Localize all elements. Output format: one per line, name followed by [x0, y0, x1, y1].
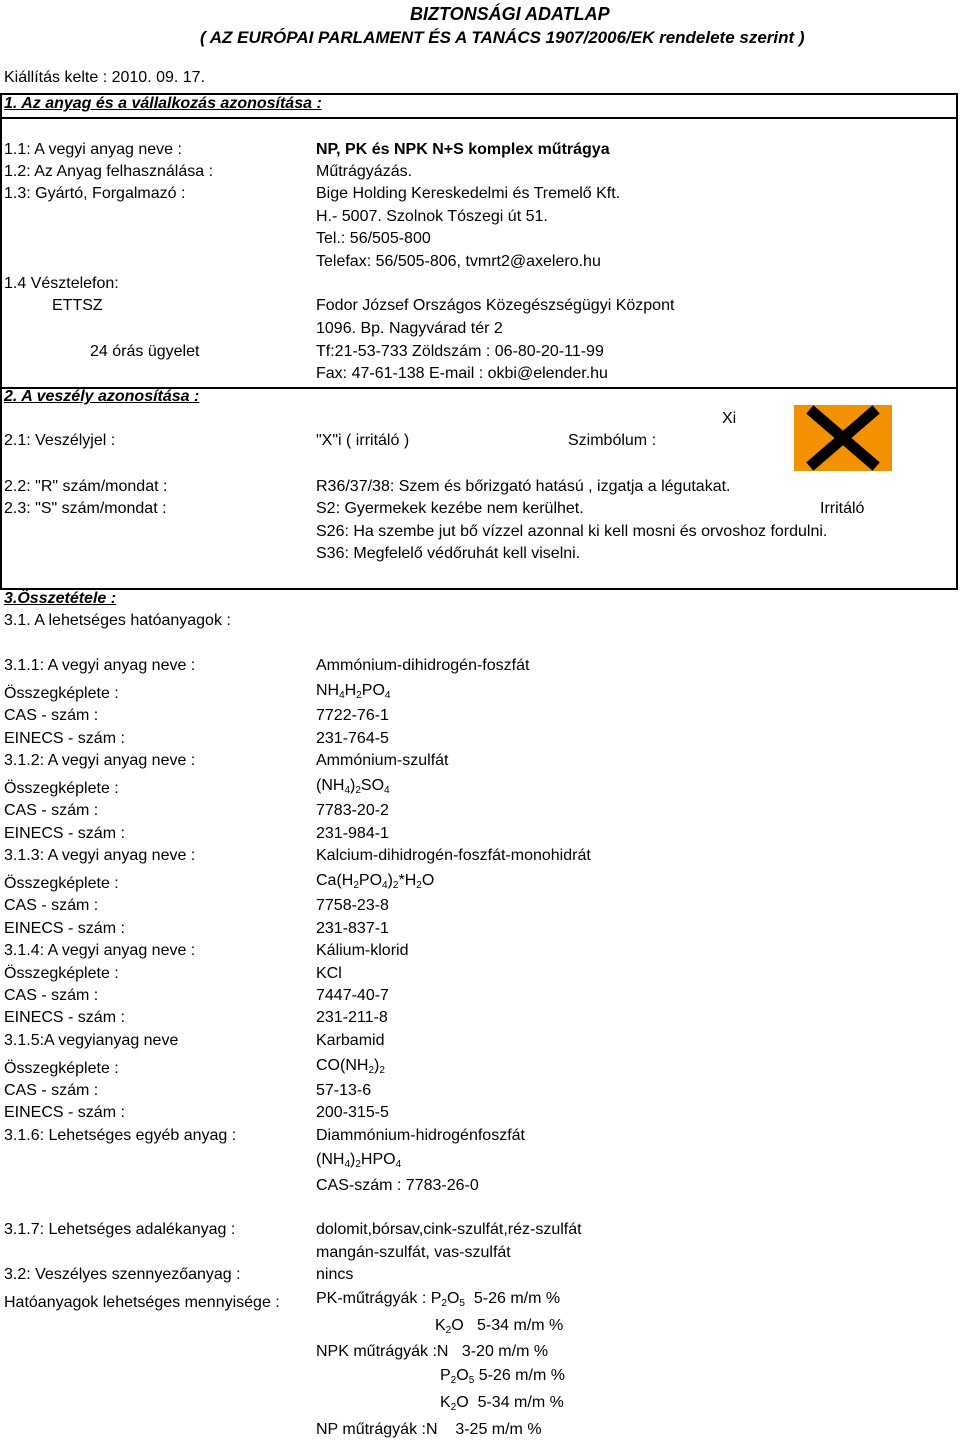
item2-label: 3.1.2: A vegyi anyag neve : [4, 752, 196, 769]
np-n-row [316, 1422, 542, 1438]
item5-cas: 57-13-6 [316, 1082, 372, 1099]
item4-cas: 7447-40-7 [316, 987, 389, 1004]
document-subtitle: ( AZ EURÓPAI PARLAMENT ÉS A TANÁCS 1907/2006/EK rendelete szerint ) [200, 28, 805, 47]
item2-name: Ammónium-szulfát [316, 752, 449, 769]
np-label: NP műtrágyák :N [316, 1421, 438, 1438]
item2-cas: 7783-20-2 [316, 802, 389, 819]
item2-einecs: 231-984-1 [316, 825, 389, 842]
use-label: 1.2: Az Anyag felhasználása : [4, 163, 214, 180]
item2-formula-label: Összegképlete : [4, 780, 119, 797]
other-name: Diammónium-hidrogénfoszfát [316, 1127, 525, 1144]
item4-cas-label: CAS - szám : [4, 987, 99, 1004]
pollutant-value: nincs [316, 1266, 354, 1283]
document-title: BIZTONSÁGI ADATLAP [410, 4, 610, 24]
item1-cas-label: CAS - szám : [4, 707, 99, 724]
section3-heading: 3.Összetétele : [4, 590, 117, 607]
other-formula: $(NH_4)_2HPO_4$ [316, 1151, 402, 1170]
box-bottom-border [0, 588, 958, 590]
item1-einecs-label: EINECS - szám : [4, 730, 125, 747]
item3-name: Kalcium-dihidrogén-foszfát-monohidrát [316, 847, 591, 864]
item4-name: Kálium-klorid [316, 942, 409, 959]
np-n-range: 3-25 m/m % [455, 1421, 542, 1438]
box-right-border [956, 93, 958, 590]
item5-name: Karbamid [316, 1032, 385, 1049]
box-left-border [0, 93, 2, 590]
item4-einecs: 231-211-8 [316, 1009, 388, 1026]
item5-label: 3.1.5:A vegyianyag neve [4, 1032, 179, 1049]
pollutant-label: 3.2: Veszélyes szennyezőanyag : [4, 1266, 241, 1283]
maker-label: 1.3: Gyártó, Forgalmazó : [4, 185, 186, 202]
ettsz-address: 1096. Bp. Nagyvárad tér 2 [316, 320, 503, 337]
ettsz-label: ETTSZ [52, 297, 103, 314]
item2-einecs-label: EINECS - szám : [4, 825, 125, 842]
ettsz-name: Fodor József Országos Közegészségügyi Központ [316, 297, 675, 314]
maker-phone: Tel.: 56/505-800 [316, 230, 431, 247]
maker-address: H.- 5007. Szolnok Tószegi út 51. [316, 208, 548, 225]
duty-phone: Tf:21-53-733 Zöldszám : 06-80-20-11-99 [316, 343, 604, 360]
section3-subheading: 3.1. A lehetséges hatóanyagok : [4, 612, 231, 629]
item5-formula-label: Összegképlete : [4, 1060, 119, 1077]
section1-divider [0, 117, 958, 119]
product-name: NP, PK és NPK N+S komplex műtrágya [316, 141, 610, 158]
r-label: 2.2: "R" szám/mondat : [4, 478, 168, 495]
emergency-label: 1.4 Vésztelefon: [4, 275, 119, 292]
irritant-hazard-icon [794, 405, 892, 471]
sign-label: 2.1: Veszélyjel : [4, 432, 116, 449]
item5-formula: $CO(NH_2)_2$ [316, 1057, 385, 1076]
sign-value: "X"i ( irritáló ) [316, 432, 410, 449]
irritant-label: Irritáló [820, 500, 865, 517]
name-label: 1.1: A vegyi anyag neve : [4, 141, 182, 158]
pk-p-range: 5-26 m/m % [473, 1290, 561, 1307]
pk-k-range: 5-34 m/m % [477, 1317, 564, 1334]
duty-fax-email: Fax: 47-61-138 E-mail : okbi@elender.hu [316, 365, 608, 382]
item3-einecs-label: EINECS - szám : [4, 920, 125, 937]
s2-phrase: S2: Gyermekek kezébe nem kerülhet. [316, 500, 584, 517]
item3-cas-label: CAS - szám : [4, 897, 99, 914]
item1-formula-label: Összegképlete : [4, 685, 119, 702]
npk-k-range: 5-34 m/m % [477, 1394, 564, 1411]
maker-company: Bige Holding Kereskedelmi és Tremelő Kft. [316, 185, 621, 202]
section1-heading: 1. Az anyag és a vállalkozás azonosítása : [4, 95, 322, 112]
npk-k-row: $K_2O$ 5-34 m/m % [440, 1394, 564, 1413]
other-label: 3.1.6: Lehetséges egyéb anyag : [4, 1127, 237, 1144]
item4-label: 3.1.4: A vegyi anyag neve : [4, 942, 196, 959]
s26-phrase: S26: Ha szembe jut bő vízzel azonnal ki kell mosni és orvoshoz fordulni. [316, 523, 828, 540]
item1-name: Ammónium-dihidrogén-foszfát [316, 657, 530, 674]
item4-formula-label: Összegképlete : [4, 965, 119, 982]
pk-k-row: $K_2O$ 5-34 m/m % [435, 1317, 564, 1336]
additive-line-2: mangán-szulfát, vas-szulfát [316, 1244, 511, 1261]
other-cas: CAS-szám : 7783-26-0 [316, 1177, 479, 1194]
use-value: Műtrágyázás. [316, 163, 413, 180]
item2-cas-label: CAS - szám : [4, 802, 99, 819]
npk-n-row [316, 1344, 548, 1360]
npk-n-range: 3-20 m/m % [461, 1343, 549, 1360]
item2-formula: $(NH_4)_2SO_4$ [316, 777, 390, 796]
r-value: R36/37/38: Szem és bőrizgató hatású , izgatja a légutakat. [316, 478, 731, 495]
s36-phrase: S36: Megfelelő védőruhát kell viselni. [316, 545, 581, 562]
s-label: 2.3: "S" szám/mondat : [4, 500, 167, 517]
pk-label: PK-műtrágyák : P [316, 1290, 442, 1307]
additive-line-1: dolomit,bórsav,cink-szulfát,réz-szulfát [316, 1221, 582, 1238]
item3-formula-label: Összegképlete : [4, 875, 119, 892]
duty-label: 24 órás ügyelet [90, 343, 200, 360]
npk-label: NPK műtrágyák :N [316, 1343, 449, 1360]
additive-label: 3.1.7: Lehetséges adalékanyag : [4, 1221, 236, 1238]
item3-cas: 7758-23-8 [316, 897, 389, 914]
item3-label: 3.1.3: A vegyi anyag neve : [4, 847, 196, 864]
item1-cas: 7722-76-1 [316, 707, 389, 724]
item1-formula: $NH_4H_2PO_4$ [316, 682, 391, 701]
npk-p-row: $P_2O_5$ 5-26 m/m % [440, 1367, 565, 1386]
maker-fax-email: Telefax: 56/505-806, tvmrt2@axelero.hu [316, 253, 601, 270]
xi-code: Xi [722, 410, 737, 427]
item1-label: 3.1.1: A vegyi anyag neve : [4, 657, 196, 674]
item5-einecs: 200-315-5 [316, 1104, 389, 1121]
pk-p-row: PK-műtrágyák : $P_2O_5$ 5-26 m/m % [316, 1290, 561, 1309]
item3-einecs: 231-837-1 [316, 920, 389, 937]
symbol-label: Szimbólum : [568, 432, 657, 449]
section2-heading: 2. A veszély azonosítása : [4, 388, 200, 405]
item3-formula: $Ca(H_2PO_4)_2*H_2O$ [316, 872, 435, 891]
box-top-border [0, 93, 958, 95]
item5-cas-label: CAS - szám : [4, 1082, 99, 1099]
item1-einecs: 231-764-5 [316, 730, 389, 747]
item5-einecs-label: EINECS - szám : [4, 1104, 125, 1121]
issue-date: Kiállítás kelte : 2010. 09. 17. [4, 69, 206, 86]
item4-einecs-label: EINECS - szám : [4, 1009, 125, 1026]
item4-formula: KCl [316, 965, 342, 982]
amount-label: Hatóanyagok lehetséges mennyisége : [4, 1294, 280, 1311]
